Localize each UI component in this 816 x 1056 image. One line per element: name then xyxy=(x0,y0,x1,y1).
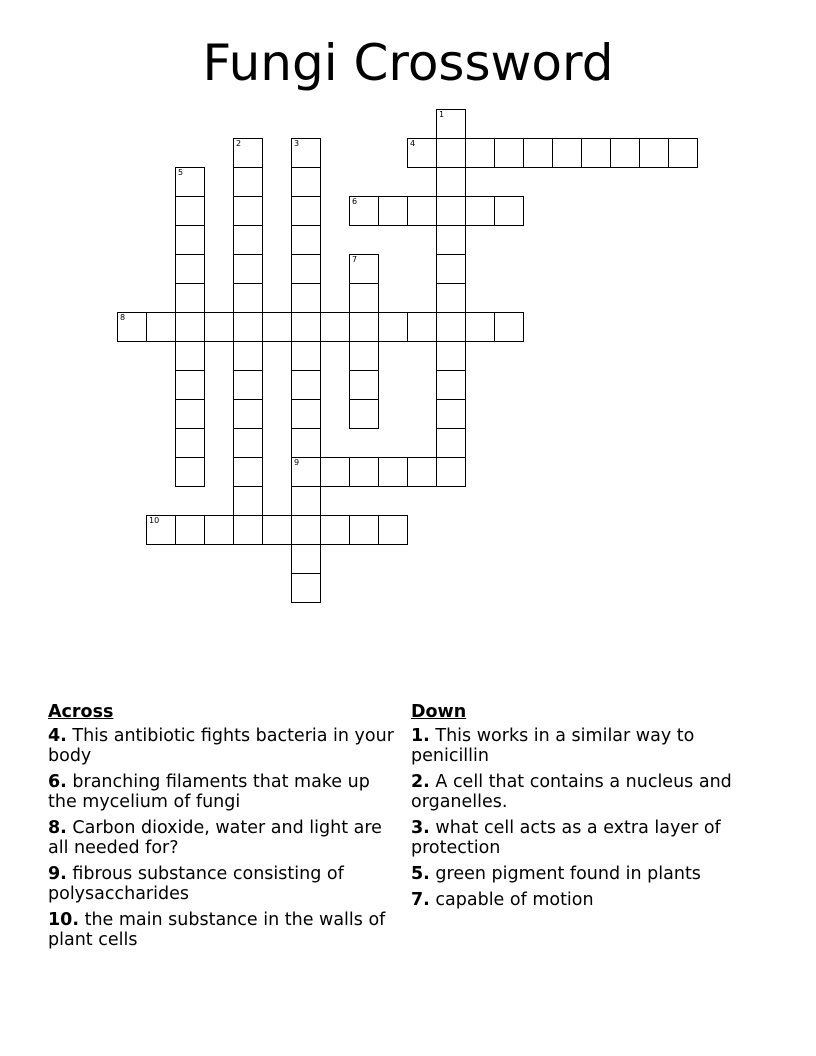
crossword-cell[interactable] xyxy=(349,341,379,371)
down-heading: Down xyxy=(411,702,467,722)
down-clue: 1. This works in a similar way to penicillin xyxy=(411,726,695,766)
crossword-cell[interactable] xyxy=(407,196,437,226)
crossword-cell[interactable] xyxy=(233,225,263,255)
crossword-cell[interactable] xyxy=(552,138,582,168)
crossword-cell[interactable] xyxy=(436,341,466,371)
crossword-cell[interactable] xyxy=(436,457,466,487)
crossword-cell[interactable] xyxy=(291,283,321,313)
crossword-cell[interactable] xyxy=(204,312,234,342)
clue-number: 5 xyxy=(178,168,184,177)
clue-number: 6 xyxy=(352,197,358,206)
down-clue: 5. green pigment found in plants xyxy=(411,864,701,884)
crossword-cell[interactable] xyxy=(233,399,263,429)
crossword-cell[interactable] xyxy=(175,457,205,487)
crossword-cell[interactable] xyxy=(349,399,379,429)
crossword-cell[interactable] xyxy=(233,515,263,545)
crossword-cell[interactable] xyxy=(436,428,466,458)
crossword-cell[interactable] xyxy=(436,399,466,429)
down-clue: 2. A cell that contains a nucleus and organelles. xyxy=(411,772,732,812)
crossword-cell[interactable] xyxy=(349,312,379,342)
clue-number: 7 xyxy=(352,255,358,264)
across-clues xyxy=(48,702,398,956)
crossword-cell[interactable] xyxy=(233,283,263,313)
crossword-cell[interactable] xyxy=(175,254,205,284)
crossword-cell[interactable] xyxy=(436,196,466,226)
crossword-cell[interactable] xyxy=(494,196,524,226)
crossword-cell[interactable] xyxy=(349,370,379,400)
crossword-cell[interactable] xyxy=(233,312,263,342)
crossword-cell[interactable] xyxy=(233,167,263,197)
crossword-cell[interactable] xyxy=(291,370,321,400)
crossword-cell[interactable] xyxy=(349,515,379,545)
crossword-cell[interactable] xyxy=(175,399,205,429)
crossword-cell[interactable] xyxy=(291,196,321,226)
crossword-cell[interactable] xyxy=(233,196,263,226)
across-clue: 10. the main substance in the walls of plant cells xyxy=(48,910,386,950)
clue-number: 8 xyxy=(120,313,126,322)
crossword-cell[interactable] xyxy=(233,428,263,458)
crossword-cell[interactable] xyxy=(262,515,292,545)
crossword-cell[interactable] xyxy=(291,341,321,371)
down-clue: 3. what cell acts as a extra layer of protection xyxy=(411,818,721,858)
crossword-cell[interactable] xyxy=(407,138,437,168)
crossword-cell[interactable] xyxy=(291,573,321,603)
crossword-cell[interactable] xyxy=(378,312,408,342)
crossword-cell[interactable] xyxy=(291,544,321,574)
crossword-cell[interactable] xyxy=(436,254,466,284)
crossword-cell[interactable] xyxy=(436,312,466,342)
crossword-cell[interactable] xyxy=(146,515,176,545)
crossword-cell[interactable] xyxy=(291,428,321,458)
crossword-cell[interactable] xyxy=(291,515,321,545)
crossword-cell[interactable] xyxy=(436,370,466,400)
crossword-cell[interactable] xyxy=(349,283,379,313)
crossword-cell[interactable] xyxy=(204,515,234,545)
crossword-cell[interactable] xyxy=(349,254,379,284)
crossword-cell[interactable] xyxy=(349,196,379,226)
across-clue: 6. branching filaments that make up the mycelium of fungi xyxy=(48,772,370,812)
crossword-cell[interactable] xyxy=(175,312,205,342)
crossword-cell[interactable] xyxy=(291,486,321,516)
clue-number: 3 xyxy=(294,139,300,148)
crossword-cell[interactable] xyxy=(175,196,205,226)
crossword-cell[interactable] xyxy=(668,138,698,168)
crossword-cell[interactable] xyxy=(436,109,466,139)
crossword-cell[interactable] xyxy=(639,138,669,168)
crossword-cell[interactable] xyxy=(320,515,350,545)
crossword-cell[interactable] xyxy=(233,254,263,284)
clue-number: 2 xyxy=(236,139,242,148)
clue-number: 10 xyxy=(149,516,160,525)
crossword-cell[interactable] xyxy=(233,457,263,487)
crossword-cell[interactable] xyxy=(291,225,321,255)
crossword-cell[interactable] xyxy=(494,312,524,342)
crossword-cell[interactable] xyxy=(436,283,466,313)
clue-number: 9 xyxy=(294,458,300,467)
page-title: Fungi Crossword xyxy=(202,34,614,92)
crossword-cell[interactable] xyxy=(320,312,350,342)
clue-number: 4 xyxy=(410,139,416,148)
crossword-cell[interactable] xyxy=(175,225,205,255)
crossword-cell[interactable] xyxy=(175,370,205,400)
crossword-cell[interactable] xyxy=(233,370,263,400)
crossword-cell[interactable] xyxy=(175,515,205,545)
crossword-cell[interactable] xyxy=(378,515,408,545)
crossword-cell[interactable] xyxy=(175,341,205,371)
crossword-cell[interactable] xyxy=(378,457,408,487)
crossword-cell[interactable] xyxy=(465,312,495,342)
crossword-cell[interactable] xyxy=(175,283,205,313)
crossword-cell[interactable] xyxy=(291,167,321,197)
crossword-cell[interactable] xyxy=(233,341,263,371)
crossword-cell[interactable] xyxy=(233,138,263,168)
across-clue: 9. fibrous substance consisting of polysaccharides xyxy=(48,864,344,904)
crossword-cell[interactable] xyxy=(320,457,350,487)
down-clues xyxy=(411,702,761,916)
crossword-cell[interactable] xyxy=(523,138,553,168)
crossword-cell[interactable] xyxy=(262,312,292,342)
crossword-cell[interactable] xyxy=(465,138,495,168)
across-heading: Across xyxy=(48,702,114,722)
crossword-cell[interactable] xyxy=(610,138,640,168)
crossword-cell[interactable] xyxy=(349,457,379,487)
crossword-cell[interactable] xyxy=(436,167,466,197)
crossword-cell[interactable] xyxy=(175,167,205,197)
crossword-cell[interactable] xyxy=(378,196,408,226)
crossword-cell[interactable] xyxy=(436,225,466,255)
crossword-cell[interactable] xyxy=(291,457,321,487)
crossword-cell[interactable] xyxy=(291,312,321,342)
across-clue: 8. Carbon dioxide, water and light are all needed for? xyxy=(48,818,382,858)
crossword-cell[interactable] xyxy=(407,312,437,342)
crossword-cell[interactable] xyxy=(233,486,263,516)
clue-number: 1 xyxy=(439,110,445,119)
across-clue: 4. This antibiotic fights bacteria in your body xyxy=(48,726,394,766)
crossword-cell[interactable] xyxy=(436,138,466,168)
crossword-cell[interactable] xyxy=(407,457,437,487)
crossword-cell[interactable] xyxy=(291,399,321,429)
crossword-cell[interactable] xyxy=(175,428,205,458)
crossword-cell[interactable] xyxy=(291,138,321,168)
crossword-cell[interactable] xyxy=(494,138,524,168)
crossword-cell[interactable] xyxy=(465,196,495,226)
crossword-cell[interactable] xyxy=(117,312,147,342)
crossword-cell[interactable] xyxy=(581,138,611,168)
crossword-cell[interactable] xyxy=(291,254,321,284)
crossword-cell[interactable] xyxy=(146,312,176,342)
down-clue: 7. capable of motion xyxy=(411,890,594,910)
